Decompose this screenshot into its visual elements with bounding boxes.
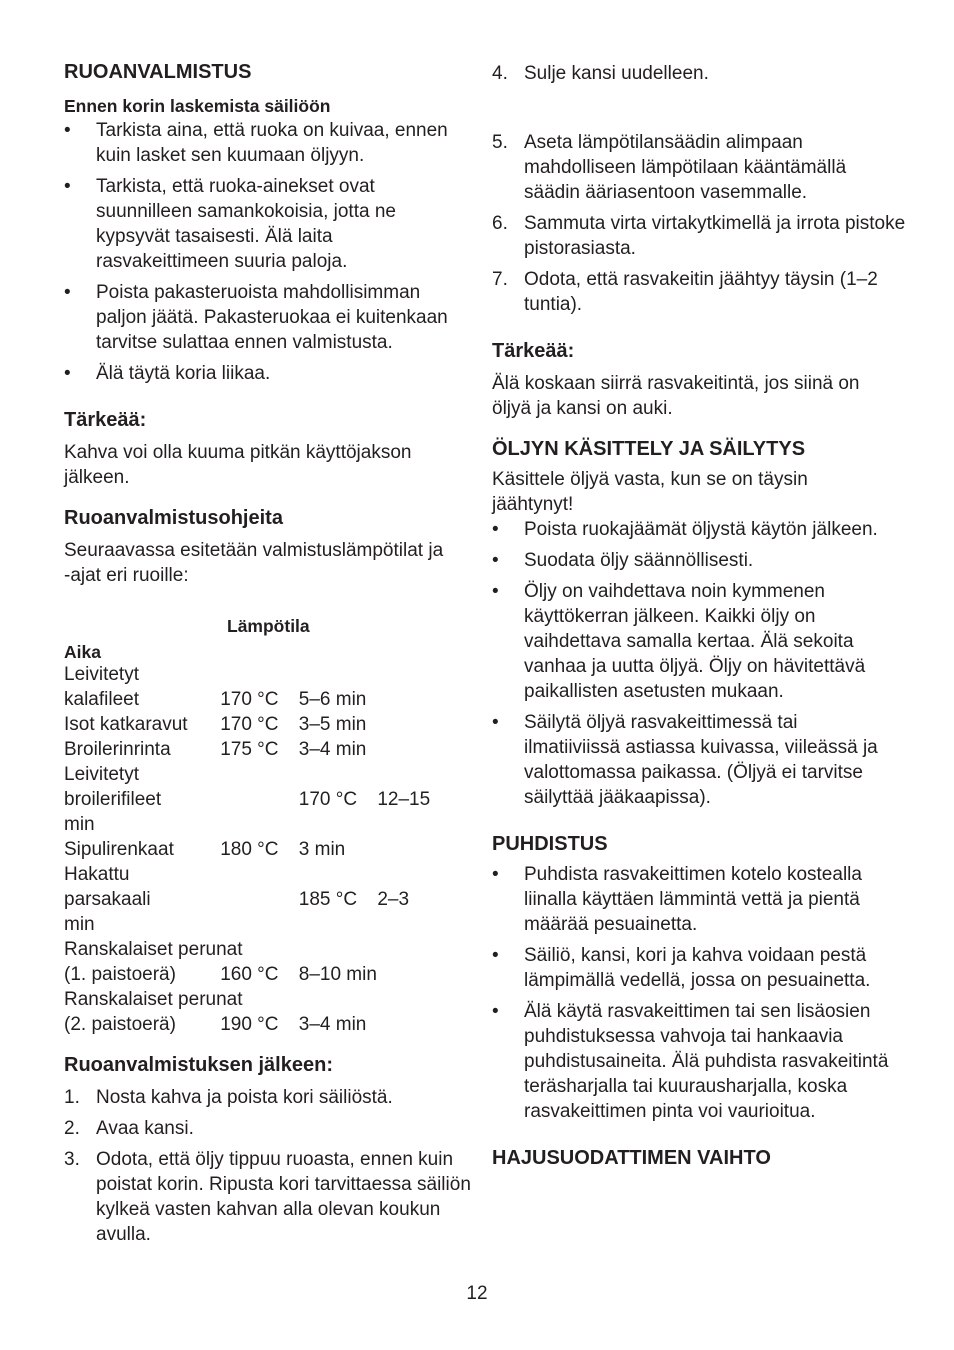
page-number: 12 xyxy=(466,1283,488,1304)
table-cell xyxy=(303,937,379,962)
table-cell: 8–10 min xyxy=(298,964,377,985)
table-row xyxy=(64,712,454,737)
filter-replacement-heading: HAJUSUODATTIMEN VAIHTO xyxy=(492,1147,771,1169)
bullet-icon: • xyxy=(492,519,499,540)
list-item: 5. Aseta lämpötilansäädin alimpaan mahdolliseen lämpötilaan kääntämällä säädin ääriasentoon vasemmalle. xyxy=(492,132,847,203)
table-row xyxy=(64,962,454,987)
table-cell: Broilerinrinta xyxy=(64,739,171,760)
table-cell xyxy=(377,662,454,687)
table-cell xyxy=(377,962,454,987)
table-cell xyxy=(377,912,454,937)
table-cell: min xyxy=(64,814,95,835)
table-cell xyxy=(220,887,299,912)
table-cell: min xyxy=(64,914,95,935)
table-cell: 3–5 min xyxy=(298,714,367,735)
table-cell xyxy=(377,687,454,712)
subheading-before-basket: Ennen korin laskemista säiliöön xyxy=(64,96,331,116)
table-cell: Leivitetyt xyxy=(64,664,139,685)
list-item: 6. Sammuta virta virtakytkimellä ja irrota pistoke pistorasiasta. xyxy=(492,213,906,259)
table-row xyxy=(64,687,454,712)
table-cell xyxy=(377,762,454,787)
table-cell xyxy=(380,937,454,962)
important-text: Kahva voi olla kuuma pitkän käyttöjakson jälkeen. xyxy=(64,442,412,488)
table-cell: 5–6 min xyxy=(298,689,367,710)
table-cell xyxy=(303,987,379,1012)
table-cell xyxy=(220,812,299,837)
table-row xyxy=(64,662,454,687)
table-cell xyxy=(299,912,378,937)
after-cooking-list xyxy=(64,1085,471,1247)
table-cell xyxy=(299,862,378,887)
bullet-icon: • xyxy=(64,120,71,141)
list-item: 7. Odota, että rasvakeitin jäähtyy täysin (1–2 tuntia). xyxy=(492,269,878,315)
table-cell xyxy=(299,812,378,837)
cleaning-list xyxy=(492,862,892,1124)
table-cell: 180 °C xyxy=(220,839,279,860)
table-cell: 175 °C xyxy=(220,739,279,760)
table-cell: Sipulirenkaat xyxy=(64,839,174,860)
table-header-time: Aika xyxy=(64,642,101,662)
list-item: 4. Sulje kansi uudelleen. xyxy=(492,63,709,84)
table-row xyxy=(64,837,454,862)
table-cell: 12–15 xyxy=(377,789,431,810)
oil-intro-text: Käsittele öljyä vasta, kun se on täysin jäähtynyt! xyxy=(492,469,808,515)
table-cell: (1. paistoerä) xyxy=(64,964,176,985)
table-cell: 170 °C xyxy=(220,689,279,710)
instructions-heading: Ruoanvalmistusohjeita xyxy=(64,507,283,529)
instructions-text: Seuraavassa esitetään valmistuslämpötilat ja -ajat eri ruoille: xyxy=(64,540,444,586)
bullet-icon: • xyxy=(64,282,71,303)
table-cell: 3 min xyxy=(298,839,346,860)
table-cell xyxy=(220,787,299,812)
table-cell: kalafileet xyxy=(64,689,139,710)
important-heading-2: Tärkeää: xyxy=(492,340,575,362)
table-row xyxy=(64,912,454,937)
bullet-icon: • xyxy=(492,550,499,571)
list-item: 2. Avaa kansi. xyxy=(64,1118,194,1139)
table-cell xyxy=(227,987,303,1012)
after-cooking-heading: Ruoanvalmistuksen jälkeen: xyxy=(64,1054,333,1076)
bullet-icon: • xyxy=(492,1001,499,1022)
table-cell xyxy=(299,762,378,787)
table-cell xyxy=(220,912,299,937)
important-text-2: Älä koskaan siirrä rasvakeitintä, jos siinä on öljyä ja kansi on auki. xyxy=(492,373,860,419)
list-item: 3. Odota, että öljy tippuu ruoasta, ennen kuin poistat korin. Ripusta kori tarvittaessa säiliön kylkeä vasten kahvan alla olevan koukun avulla. xyxy=(64,1149,471,1245)
table-row xyxy=(64,887,454,912)
table-row xyxy=(64,987,454,1012)
list-item: • Säilytä öljyä rasvakeittimessä tai ilmatiiviissä astiassa kuivassa, viileässä ja valottomassa paikassa. (Öljyä ei tarvitse säilyttää jääkaapissa). xyxy=(492,712,878,808)
table-cell xyxy=(220,862,299,887)
list-item: • Älä käytä rasvakeittimen tai sen lisäosien puhdistuksessa vahvoja tai hankaavia puhdistusaineita. Älä puhdista rasvakeitintä teräsharjalla tai kuurausharjalla, koska rasvakeittimen pinta voi vaurioitua. xyxy=(492,1001,889,1122)
list-item: • Suodata öljy säännöllisesti. xyxy=(492,550,754,571)
table-body xyxy=(64,662,454,1037)
table-row xyxy=(64,1012,454,1037)
table-cell xyxy=(377,812,454,837)
bullet-icon: • xyxy=(492,581,499,602)
table-cell xyxy=(377,1012,454,1037)
table-cell xyxy=(377,862,454,887)
table-cell xyxy=(377,712,454,737)
list-item: • Öljy on vaihdettava noin kymmenen käyttökerran jälkeen. Kaikki öljy on vaihdettava samalla kertaa. Älä sekoita vanhaa ja uutta öljyä. Öljy on hävitettävä paikallisten asetusten mukaan. xyxy=(492,581,866,702)
list-item: • Säiliö, kansi, kori ja kahva voidaan pestä lämpimällä vedellä, jossa on pesuainetta. xyxy=(492,945,871,991)
table-cell xyxy=(220,762,299,787)
table-cell: Ranskalaiset perunat xyxy=(64,989,243,1010)
table-cell: 2–3 xyxy=(377,889,410,910)
list-item: • Tarkista aina, että ruoka on kuivaa, ennen kuin lasket sen kuumaan öljyyn. xyxy=(64,120,448,166)
bullet-icon: • xyxy=(492,864,499,885)
list-item: • Poista pakasteruoista mahdollisimman paljon jäätä. Pakasteruokaa ei kuitenkaan tarvitse sulattaa ennen valmistusta. xyxy=(64,282,448,353)
table-cell: 190 °C xyxy=(220,1014,279,1035)
table-row xyxy=(64,787,454,812)
table-cell xyxy=(377,737,454,762)
table-cell xyxy=(299,662,378,687)
spacer xyxy=(492,92,892,130)
table-row xyxy=(64,937,454,962)
table-cell: 170 °C xyxy=(298,789,358,810)
oil-handling-heading: ÖLJYN KÄSITTELY JA SÄILYTYS xyxy=(492,438,806,460)
bullet-icon: • xyxy=(64,363,71,384)
important-heading: Tärkeää: xyxy=(64,409,147,431)
bullet-icon: • xyxy=(492,712,499,733)
table-cell: (2. paistoerä) xyxy=(64,1014,176,1035)
table-row xyxy=(64,762,454,787)
bullet-icon: • xyxy=(64,176,71,197)
list-item: 1. Nosta kahva ja poista kori säiliöstä. xyxy=(64,1087,393,1108)
table-cell: 185 °C xyxy=(298,889,358,910)
table-cell xyxy=(227,937,303,962)
table-cell xyxy=(220,662,299,687)
table-cell: Hakattu xyxy=(64,864,130,885)
table-cell: 160 °C xyxy=(220,964,279,985)
right-column xyxy=(492,61,906,1172)
cooking-table xyxy=(64,610,454,1037)
table-cell xyxy=(377,837,454,862)
table-cell: 3–4 min xyxy=(298,1014,367,1035)
table-header-temperature: Lämpötila xyxy=(227,616,310,636)
left-column xyxy=(64,58,471,1253)
table-cell: Leivitetyt xyxy=(64,764,139,785)
table-cell: 3–4 min xyxy=(298,739,367,760)
table-row xyxy=(64,737,454,762)
section-heading-cooking: RUOANVALMISTUS xyxy=(64,61,252,83)
bullet-icon: • xyxy=(492,945,499,966)
list-item: • Älä täytä koria liikaa. xyxy=(64,363,271,384)
cleaning-heading: PUHDISTUS xyxy=(492,833,608,855)
table-row xyxy=(64,812,454,837)
table-cell: 170 °C xyxy=(220,714,279,735)
oil-list xyxy=(492,517,892,810)
list-item: • Poista ruokajäämät öljystä käytön jälkeen. xyxy=(492,519,878,540)
list-item: • Tarkista, että ruoka-ainekset ovat suunnilleen samankokoisia, jotta ne kypsyvät tasaisesti. Älä laita rasvakeittimeen suuria paloja. xyxy=(64,176,396,272)
before-list xyxy=(64,118,454,386)
table-cell: Ranskalaiset perunat xyxy=(64,939,243,960)
table-cell: Isot katkaravut xyxy=(64,714,188,735)
list-item: • Puhdista rasvakeittimen kotelo kostealla liinalla käyttäen lämmintä vettä ja pientä määrää pesuainetta. xyxy=(492,864,862,935)
table-cell xyxy=(380,987,454,1012)
table-cell: parsakaali xyxy=(64,889,151,910)
table-cell: broilerifileet xyxy=(64,789,162,810)
table-row xyxy=(64,862,454,887)
cooking-steps-continued xyxy=(492,61,906,317)
